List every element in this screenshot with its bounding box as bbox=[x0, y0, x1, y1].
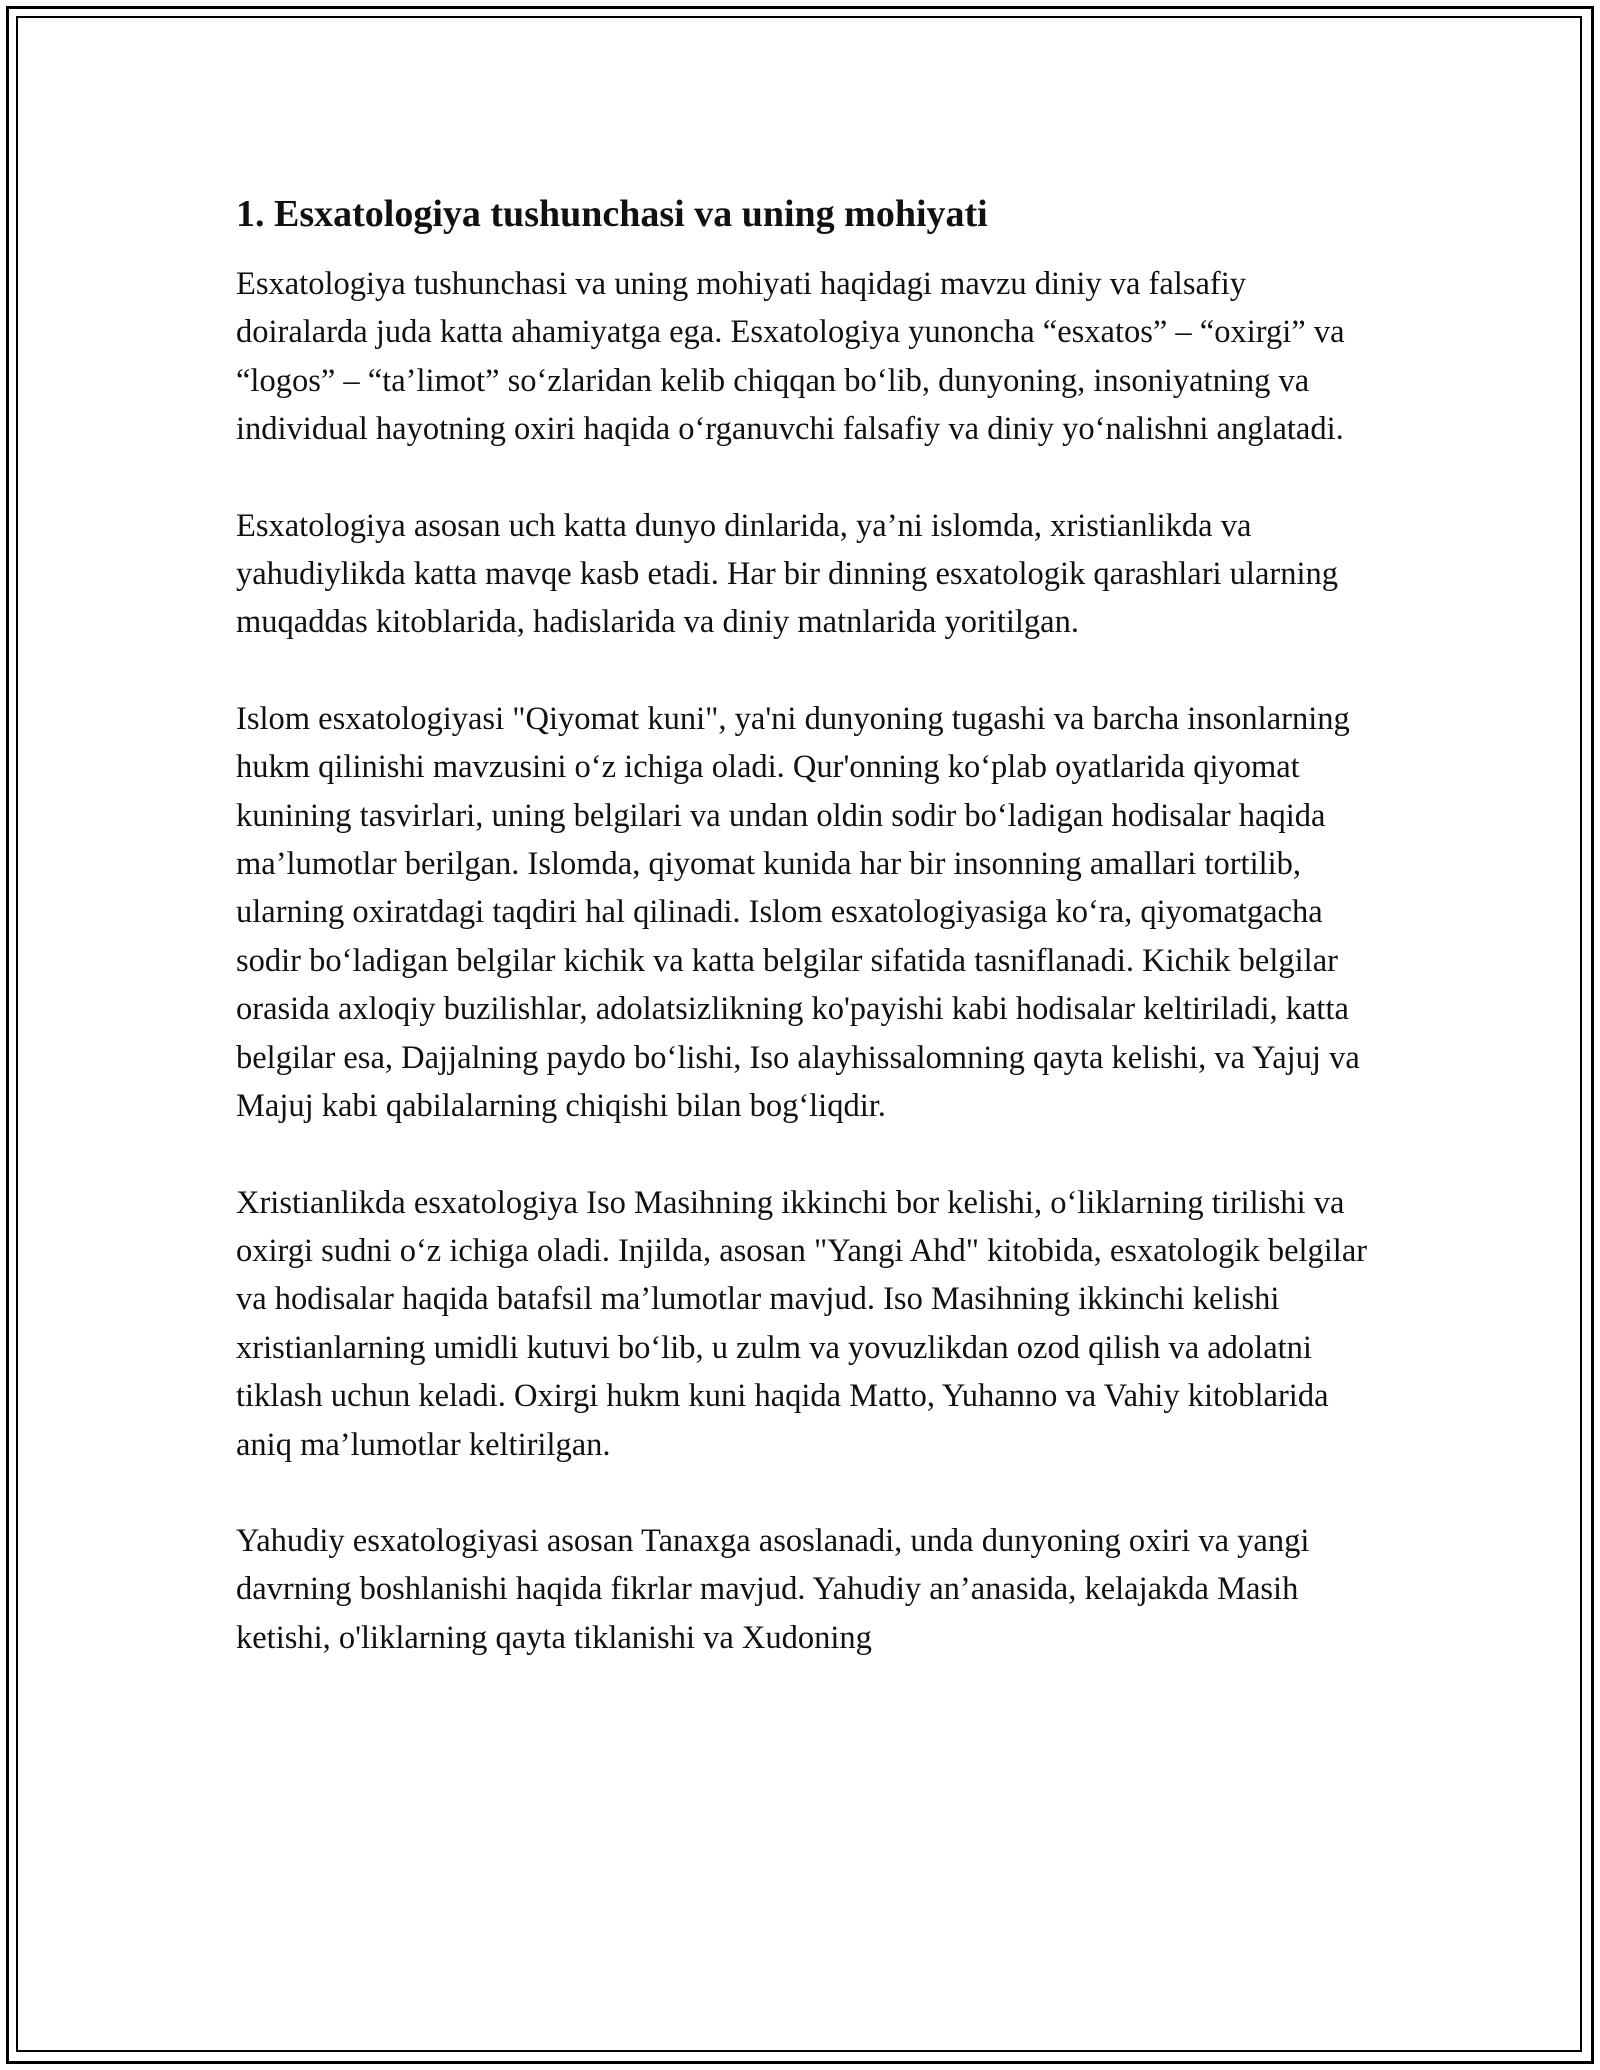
paragraph-world-religions: Esxatologiya asosan uch katta dunyo dinlarida, ya’ni islomda, xristianlikda va yahudiylikda katta mavqe kasb etadi. Har bir dinning esxatologik qarashlari ularning muqaddas kitoblarida, hadislarida va diniy matnlarida yoritilgan. bbox=[236, 507, 1338, 641]
section-heading: 1. Esxatologiya tushunchasi va uning mohiyati bbox=[236, 193, 988, 235]
paragraph-islam: Islom esxatologiyasi "Qiyomat kuni", ya'ni dunyoning tugashi va barcha insonlarning hukm qilinishi mavzusini o‘z ichiga oladi. Qur'onning ko‘plab oyatlarida qiyomat kunining tasvirlari, uning belgilari va undan oldin sodir bo‘ladigan hodisalar haqida ma’lumotlar berilgan. Islomda, qiyomat kunida har bir insonning amallari tortilib, ularning oxiratdagi taqdiri hal qilinadi. Islom esxatologiyasiga ko‘ra, qiyomatgacha sodir bo‘ladigan belgilar kichik va katta belgilar sifatida tasniflanadi. Kichik belgilar orasida axloqiy buzilishlar, adolatsizlikning ko'payishi kabi hodisalar keltiriladi, katta belgilar esa, Dajjalning paydo bo‘lishi, Iso alayhissalomning qayta kelishi, va Yajuj va Majuj kabi qabilalarning chiqishi bilan bog‘liqdir. bbox=[236, 700, 1360, 1125]
paragraph-judaism: Yahudiy esxatologiyasi asosan Tanaxga asoslanadi, unda dunyoning oxiri va yangi davrning boshlanishi haqida fikrlar mavjud. Yahudiy an’anasida, kelajakda Masih ketishi, o'liklarning qayta tiklanishi va Xudoning bbox=[236, 1522, 1310, 1656]
document-body bbox=[236, 186, 1376, 1710]
paragraph-christianity: Xristianlikda esxatologiya Iso Masihning ikkinchi bor kelishi, o‘liklarning tirilishi va oxirgi sudni o‘z ichiga oladi. Injilda, asosan "Yangi Ahd" kitobida, esxatologik belgilar va hodisalar haqida batafsil ma’lumotlar mavjud. Iso Masihning ikkinchi kelishi xristianlarning umidli kutuvi bo‘lib, u zulm va yovuzlikdan ozod qilish va adolatni tiklash uchun keladi. Oxirgi hukm kuni haqida Matto, Yuhanno va Vahiy kitoblarida aniq ma’lumotlar keltirilgan. bbox=[236, 1184, 1368, 1463]
paragraph-definition: Esxatologiya tushunchasi va uning mohiyati haqidagi mavzu diniy va falsafiy doiralarda juda katta ahamiyatga ega. Esxatologiya yunoncha “esxatos” – “oxirgi” va “logos” – “ta’limot” so‘zlaridan kelib chiqqan bo‘lib, dunyoning, insoniyatning va individual hayotning oxiri haqida o‘rganuvchi falsafiy va diniy yo‘nalishni anglatadi. bbox=[236, 266, 1345, 448]
